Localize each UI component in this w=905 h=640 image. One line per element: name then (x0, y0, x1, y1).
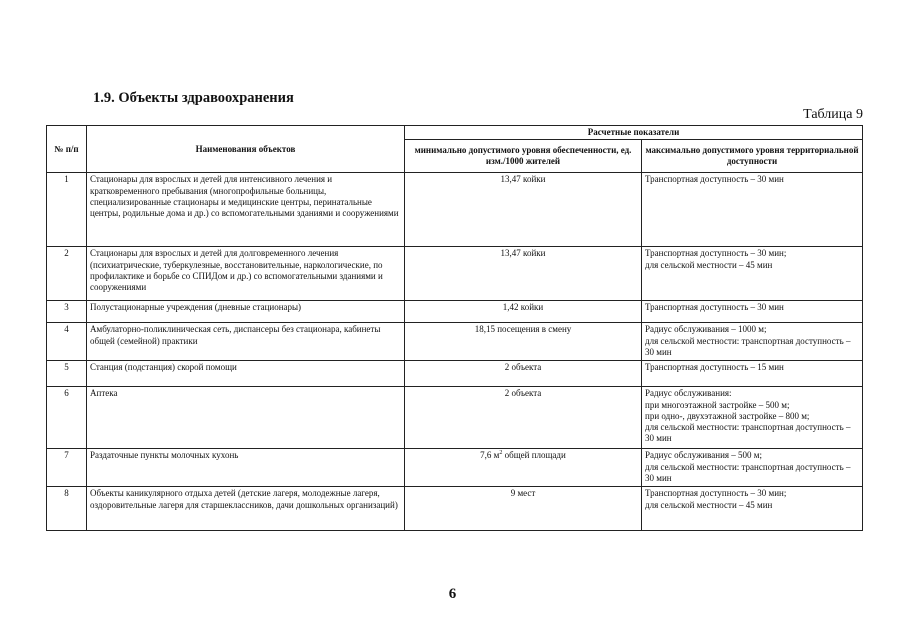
row-number: 5 (47, 361, 87, 387)
min-level-value: 2 объекта (405, 361, 642, 387)
table-row (47, 449, 863, 487)
min-level-value: 1,42 койки (405, 301, 642, 323)
section-heading: 1.9. Объекты здравоохранения (93, 90, 294, 106)
table-row (47, 487, 863, 531)
max-level-value: Радиус обслуживания – 1000 м; для сельской местности: транспортная доступность – 30 мин (642, 323, 863, 361)
header-name: Наименования объектов (87, 126, 405, 173)
header-max-level: максимально допустимого уровня территориальной доступности (642, 140, 863, 173)
page-number: 6 (448, 586, 457, 602)
table-row (47, 247, 863, 301)
header-group: Расчетные показатели (405, 126, 863, 140)
max-level-value: Радиус обслуживания: при многоэтажной застройке – 500 м; при одно-, двухэтажной застройке – 800 м; для сельской местности: транспортная доступность – 30 мин (642, 387, 863, 449)
row-number: 7 (47, 449, 87, 487)
min-level-amount: 7,6 м (480, 450, 500, 461)
header-number: № п/п (47, 126, 87, 173)
row-number: 2 (47, 247, 87, 301)
table-row (47, 387, 863, 449)
object-name: Аптека (87, 387, 405, 449)
min-level-value: 18,15 посещения в смену (405, 323, 642, 361)
row-number: 1 (47, 173, 87, 247)
min-level-value: 13,47 койки (405, 173, 642, 247)
max-level-value: Транспортная доступность – 30 мин; для сельской местности – 45 мин (642, 487, 863, 531)
max-level-value: Транспортная доступность – 15 мин (642, 361, 863, 387)
row-number: 4 (47, 323, 87, 361)
object-name: Станция (подстанция) скорой помощи (87, 361, 405, 387)
table-caption: Таблица 9 (803, 107, 863, 122)
row-number: 3 (47, 301, 87, 323)
object-name: Стационары для взрослых и детей для долговременного лечения (психиатрические, туберкулезные, восстановительные, наркологические, по профилактике и борьбе со СПИДом и др.) со вспомогательными зданиями и сооружениями (87, 247, 405, 301)
object-name: Раздаточные пункты молочных кухонь (87, 449, 405, 487)
table-row (47, 361, 863, 387)
min-level-value: 13,47 койки (405, 247, 642, 301)
standards-table (46, 125, 863, 531)
min-level-unit: общей площади (502, 450, 566, 461)
max-level-value: Транспортная доступность – 30 мин; для сельской местности – 45 мин (642, 247, 863, 301)
header-min-level: минимально допустимого уровня обеспеченности, ед. изм./1000 жителей (405, 140, 642, 173)
table-row (47, 323, 863, 361)
max-level-value: Транспортная доступность – 30 мин (642, 173, 863, 247)
object-name: Стационары для взрослых и детей для интенсивного лечения и кратковременного пребывания (многопрофильные больницы, специализированные стационары и медицинские центры, перинатальные центры, родильные дома и др.) со вспомогательными зданиями и сооружениями (87, 173, 405, 247)
min-level-value (405, 449, 642, 487)
object-name: Полустационарные учреждения (дневные стационары) (87, 301, 405, 323)
row-number: 8 (47, 487, 87, 531)
max-level-value: Радиус обслуживания – 500 м; для сельской местности: транспортная доступность – 30 мин (642, 449, 863, 487)
object-name: Амбулаторно-поликлиническая сеть, диспансеры без стационара, кабинеты общей (семейной) практики (87, 323, 405, 361)
min-level-value: 9 мест (405, 487, 642, 531)
min-level-value: 2 объекта (405, 387, 642, 449)
max-level-value: Транспортная доступность – 30 мин (642, 301, 863, 323)
min-level-superscript: 2 (499, 450, 503, 457)
table-row (47, 173, 863, 247)
table-row (47, 301, 863, 323)
object-name: Объекты каникулярного отдыха детей (детские лагеря, молодежные лагеря, оздоровительные лагеря для старшеклассников, дачи дошкольных организаций) (87, 487, 405, 531)
row-number: 6 (47, 387, 87, 449)
